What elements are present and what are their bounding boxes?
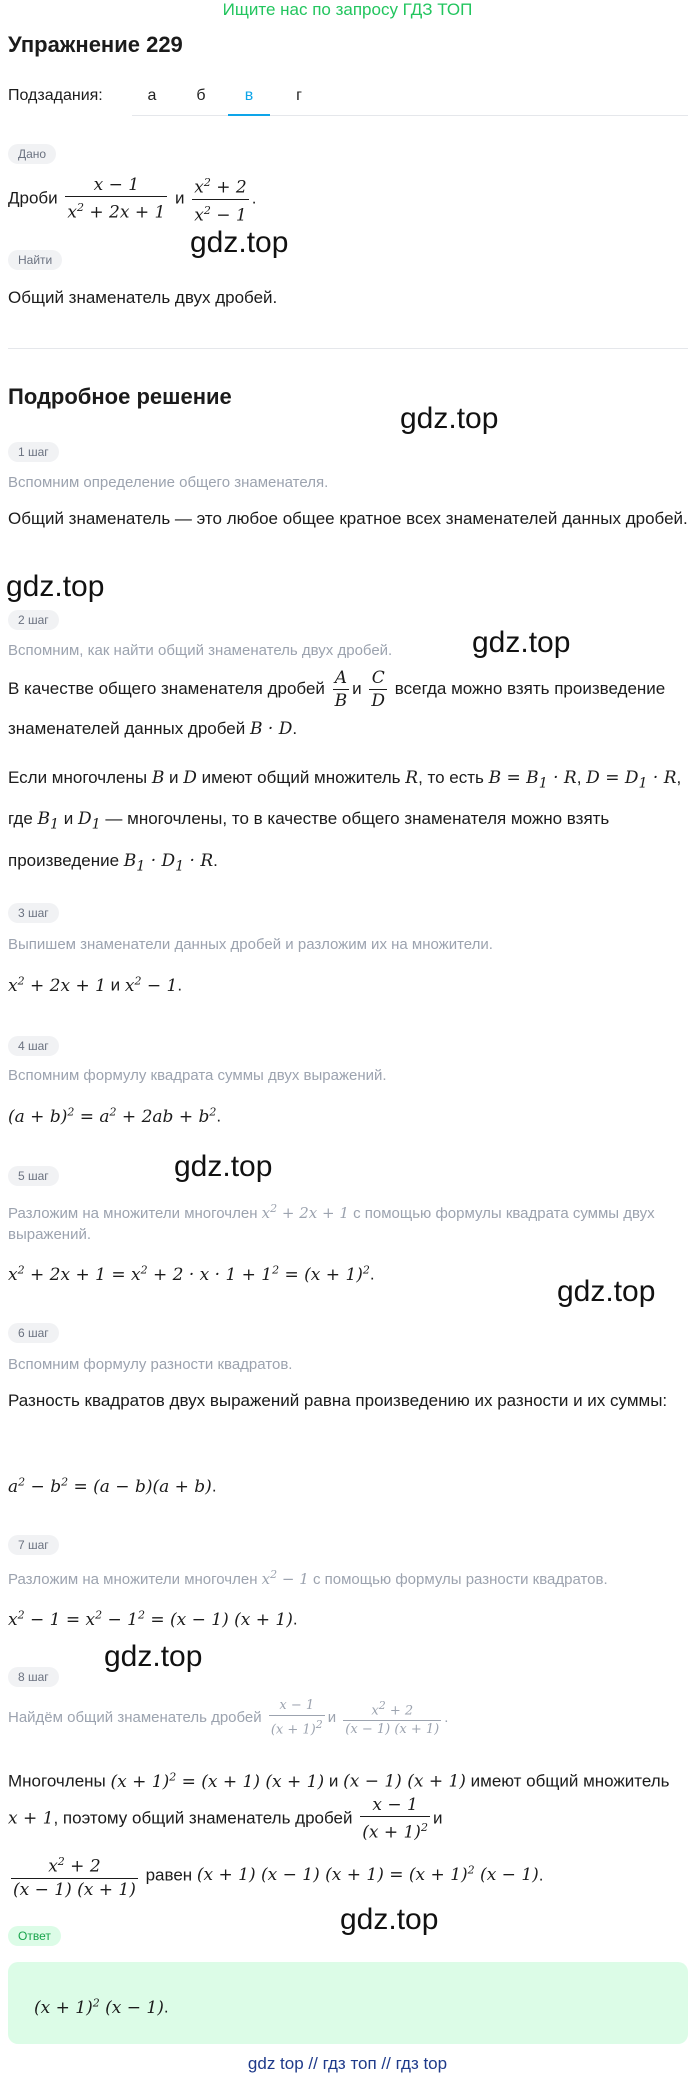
answer-chip: Ответ <box>8 1926 61 1946</box>
step-8-text-2: x + 1, поэтому общий знаменатель дробей $\frac{x - 1}{(x + 1)^2}$ и <box>8 1795 443 1843</box>
watermark: gdz.top <box>190 226 289 259</box>
step-8-chip: 8 шаг <box>8 1667 59 1687</box>
solution-title: Подробное решение <box>8 384 232 409</box>
step-8-text-1: Многочлены $(x + 1)^2 = (x + 1)$ (x + 1) и (x − 1) (x + 1) имеют общий множитель <box>8 1770 670 1792</box>
step-6-math: $a^2 - b^2 = (a - b)(a + b)$. <box>8 1475 217 1497</box>
step-3-chip: 3 шаг <box>8 903 59 923</box>
step-3-hint: Выпишем знаменатели данных дробей и разложим их на множители. <box>8 936 493 953</box>
watermark: gdz.top <box>340 1903 439 1936</box>
tab-v[interactable]: в <box>228 84 270 116</box>
tab-b[interactable]: б <box>196 87 206 104</box>
step-7-hint: Разложим на множители многочлен $x^2 - 1$ с помощью формулы разности квадратов. <box>8 1568 608 1588</box>
find-chip: Найти <box>8 250 62 270</box>
given-text: Дроби $\frac{x - 1}{x^2 + 2x + 1}$ и $\frac{x^2 + 2}{x^2 - 1}$ . <box>8 173 256 225</box>
answer-math: $(x + 1)^2$ (x − 1). <box>34 1996 169 2018</box>
step-1-text: Общий знаменатель — это любое общее кратное всех знаменателей данных дробей. <box>8 509 688 528</box>
watermark: gdz.top <box>174 1150 273 1183</box>
step-2-text-2: Если многочлены B и D имеют общий множитель R, то есть $B = B_1 \cdot R$, $D = D_1 \cdot R$, где $B_1$ и $D_1$ — многочлены, то в качестве общего знаменателя можно взять произведение $B_1 \cdot D_1 \cdot R$. <box>8 768 682 875</box>
answer-box <box>8 1962 688 2044</box>
given-chip: Дано <box>8 144 56 164</box>
page-title: Упражнение 229 <box>8 32 183 57</box>
step-7-chip: 7 шаг <box>8 1535 59 1555</box>
watermark: gdz.top <box>6 570 105 603</box>
step-6-text: Разность квадратов двух выражений равна произведению их разности и их суммы: <box>8 1391 668 1410</box>
step-8-text-3: $\frac{x^2 + 2}{(x - 1) (x + 1)}$ равен (x + 1) (x − 1) $(x + 1) = (x + 1)^2$ (x − 1). <box>8 1852 688 1900</box>
subtasks-divider <box>132 115 688 116</box>
subtasks-bar <box>8 84 688 116</box>
step-2-text-1: В качестве общего знаменателя дробей $\frac{A}{B}$ и $\frac{C}{D}$ всегда можно взять произведение знаменателей данных дробей B · D. <box>8 668 666 739</box>
subtasks-label: Подзадания: <box>8 87 103 104</box>
watermark: gdz.top <box>557 1275 656 1308</box>
watermark: gdz.top <box>104 1640 203 1673</box>
step-5-hint: Разложим на множители многочлен $x^2 + 2x + 1$ с помощью формулы квадрата суммы двух выражений. <box>8 1202 655 1243</box>
step-4-hint: Вспомним формулу квадрата суммы двух выражений. <box>8 1067 387 1084</box>
section-divider <box>8 348 688 349</box>
step-3-math: $x^2 + 2x + 1$ и $x^2 - 1$. <box>8 974 183 996</box>
step-7-math: $x^2 - 1 = x^2 - 1^2 = (x - 1) (x + 1)$. <box>8 1608 298 1630</box>
tab-g[interactable]: г <box>296 87 302 104</box>
watermark: gdz.top <box>472 626 571 659</box>
step-6-hint: Вспомним формулу разности квадратов. <box>8 1356 293 1373</box>
search-banner[interactable]: Ищите нас по запросу ГДЗ ТОП <box>222 0 473 19</box>
step-1-chip: 1 шаг <box>8 442 59 462</box>
find-text: Общий знаменатель двух дробей. <box>8 288 278 307</box>
step-2-chip: 2 шаг <box>8 610 59 630</box>
step-1-hint: Вспомним определение общего знаменателя. <box>8 474 329 491</box>
step-4-math: $(a + b)^2 = a^2 + 2ab + b^2$. <box>8 1105 222 1127</box>
footer-links[interactable]: gdz top // гдз топ // гдз top <box>247 2054 448 2073</box>
step-4-chip: 4 шаг <box>8 1036 59 1056</box>
step-5-chip: 5 шаг <box>8 1166 59 1186</box>
tab-a[interactable]: а <box>147 87 157 104</box>
watermark: gdz.top <box>400 402 499 435</box>
step-2-hint: Вспомним, как найти общий знаменатель двух дробей. <box>8 642 393 659</box>
step-6-chip: 6 шаг <box>8 1323 59 1343</box>
step-8-hint: Найдём общий знаменатель дробей $\frac{x - 1}{(x + 1)^2}$ и $\frac{x^2 + 2}{(x - 1) (x + 1)}$ . <box>8 1698 449 1738</box>
step-5-math: $x^2 + 2x + 1 = x^2 + 2 \cdot x \cdot 1 + 1^2 = (x + 1)^2$. <box>8 1263 375 1285</box>
